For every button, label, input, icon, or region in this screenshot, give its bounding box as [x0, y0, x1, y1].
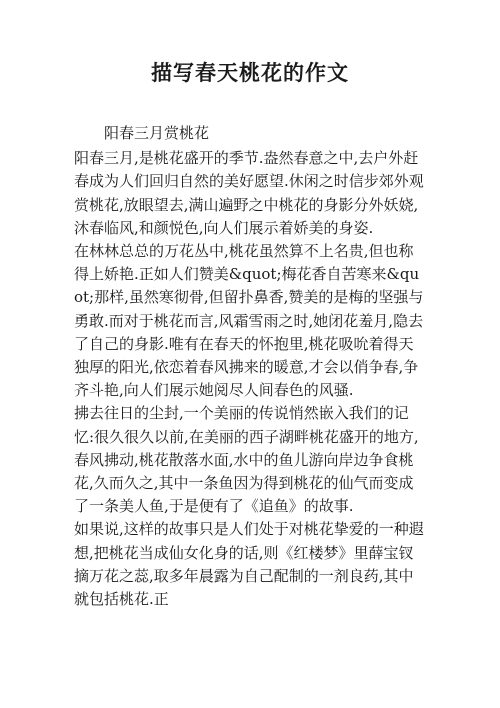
document-body [74, 122, 424, 611]
document-subtitle: 阳春三月赏桃花 [104, 124, 210, 142]
paragraph-3: 拂去往日的尘封,一个美丽的传说悄然嵌入我们的记忆:很久很久以前,在美丽的西子湖畔桃花盛开的地方,春风拂动,桃花散落水面,水中的鱼儿游向岸边争食桃花,久而久之,其中一条鱼因为得到桃花的仙气而变成了一条美人鱼,于是便有了《追鱼》的故事. [74, 404, 419, 516]
paragraph-2: 在林林总总的万花丛中,桃花虽然算不上名贵,但也称得上娇艳.正如人们赞美&quot;梅花香自苦寒来&quot;那样,虽然寒彻骨,但留扑鼻香,赞美的是梅的坚强与勇敢.而对于桃花而言,风霜雪雨之时,她闭花羞月,隐去了自己的身影.唯有在春天的怀抱里,桃花吸吮着得天独厚的阳光,依恋着春风拂来的暖意,才会以俏争春,争齐斗艳,向人们展示她阅尽人间春色的风骚. [74, 242, 424, 400]
paragraph-4: 如果说,这样的故事只是人们处于对桃花挚爱的一种遐想,把桃花当成仙女化身的话,则《红楼梦》里薛宝钗摘万花之蕊,取多年晨露为自己配制的一剂良药,其中就包括桃花.正 [74, 520, 424, 609]
paragraph-1: 阳春三月,是桃花盛开的季节.盎然春意之中,去户外赶春成为人们回归自然的美好愿望.休闲之时信步郊外观赏桃花,放眼望去,满山遍野之中桃花的身影分外妖娆,沐春临风,和颜悦色,向人们展示着娇美的身姿. [74, 149, 424, 237]
document-title: 描写春天桃花的作文 [151, 60, 349, 85]
